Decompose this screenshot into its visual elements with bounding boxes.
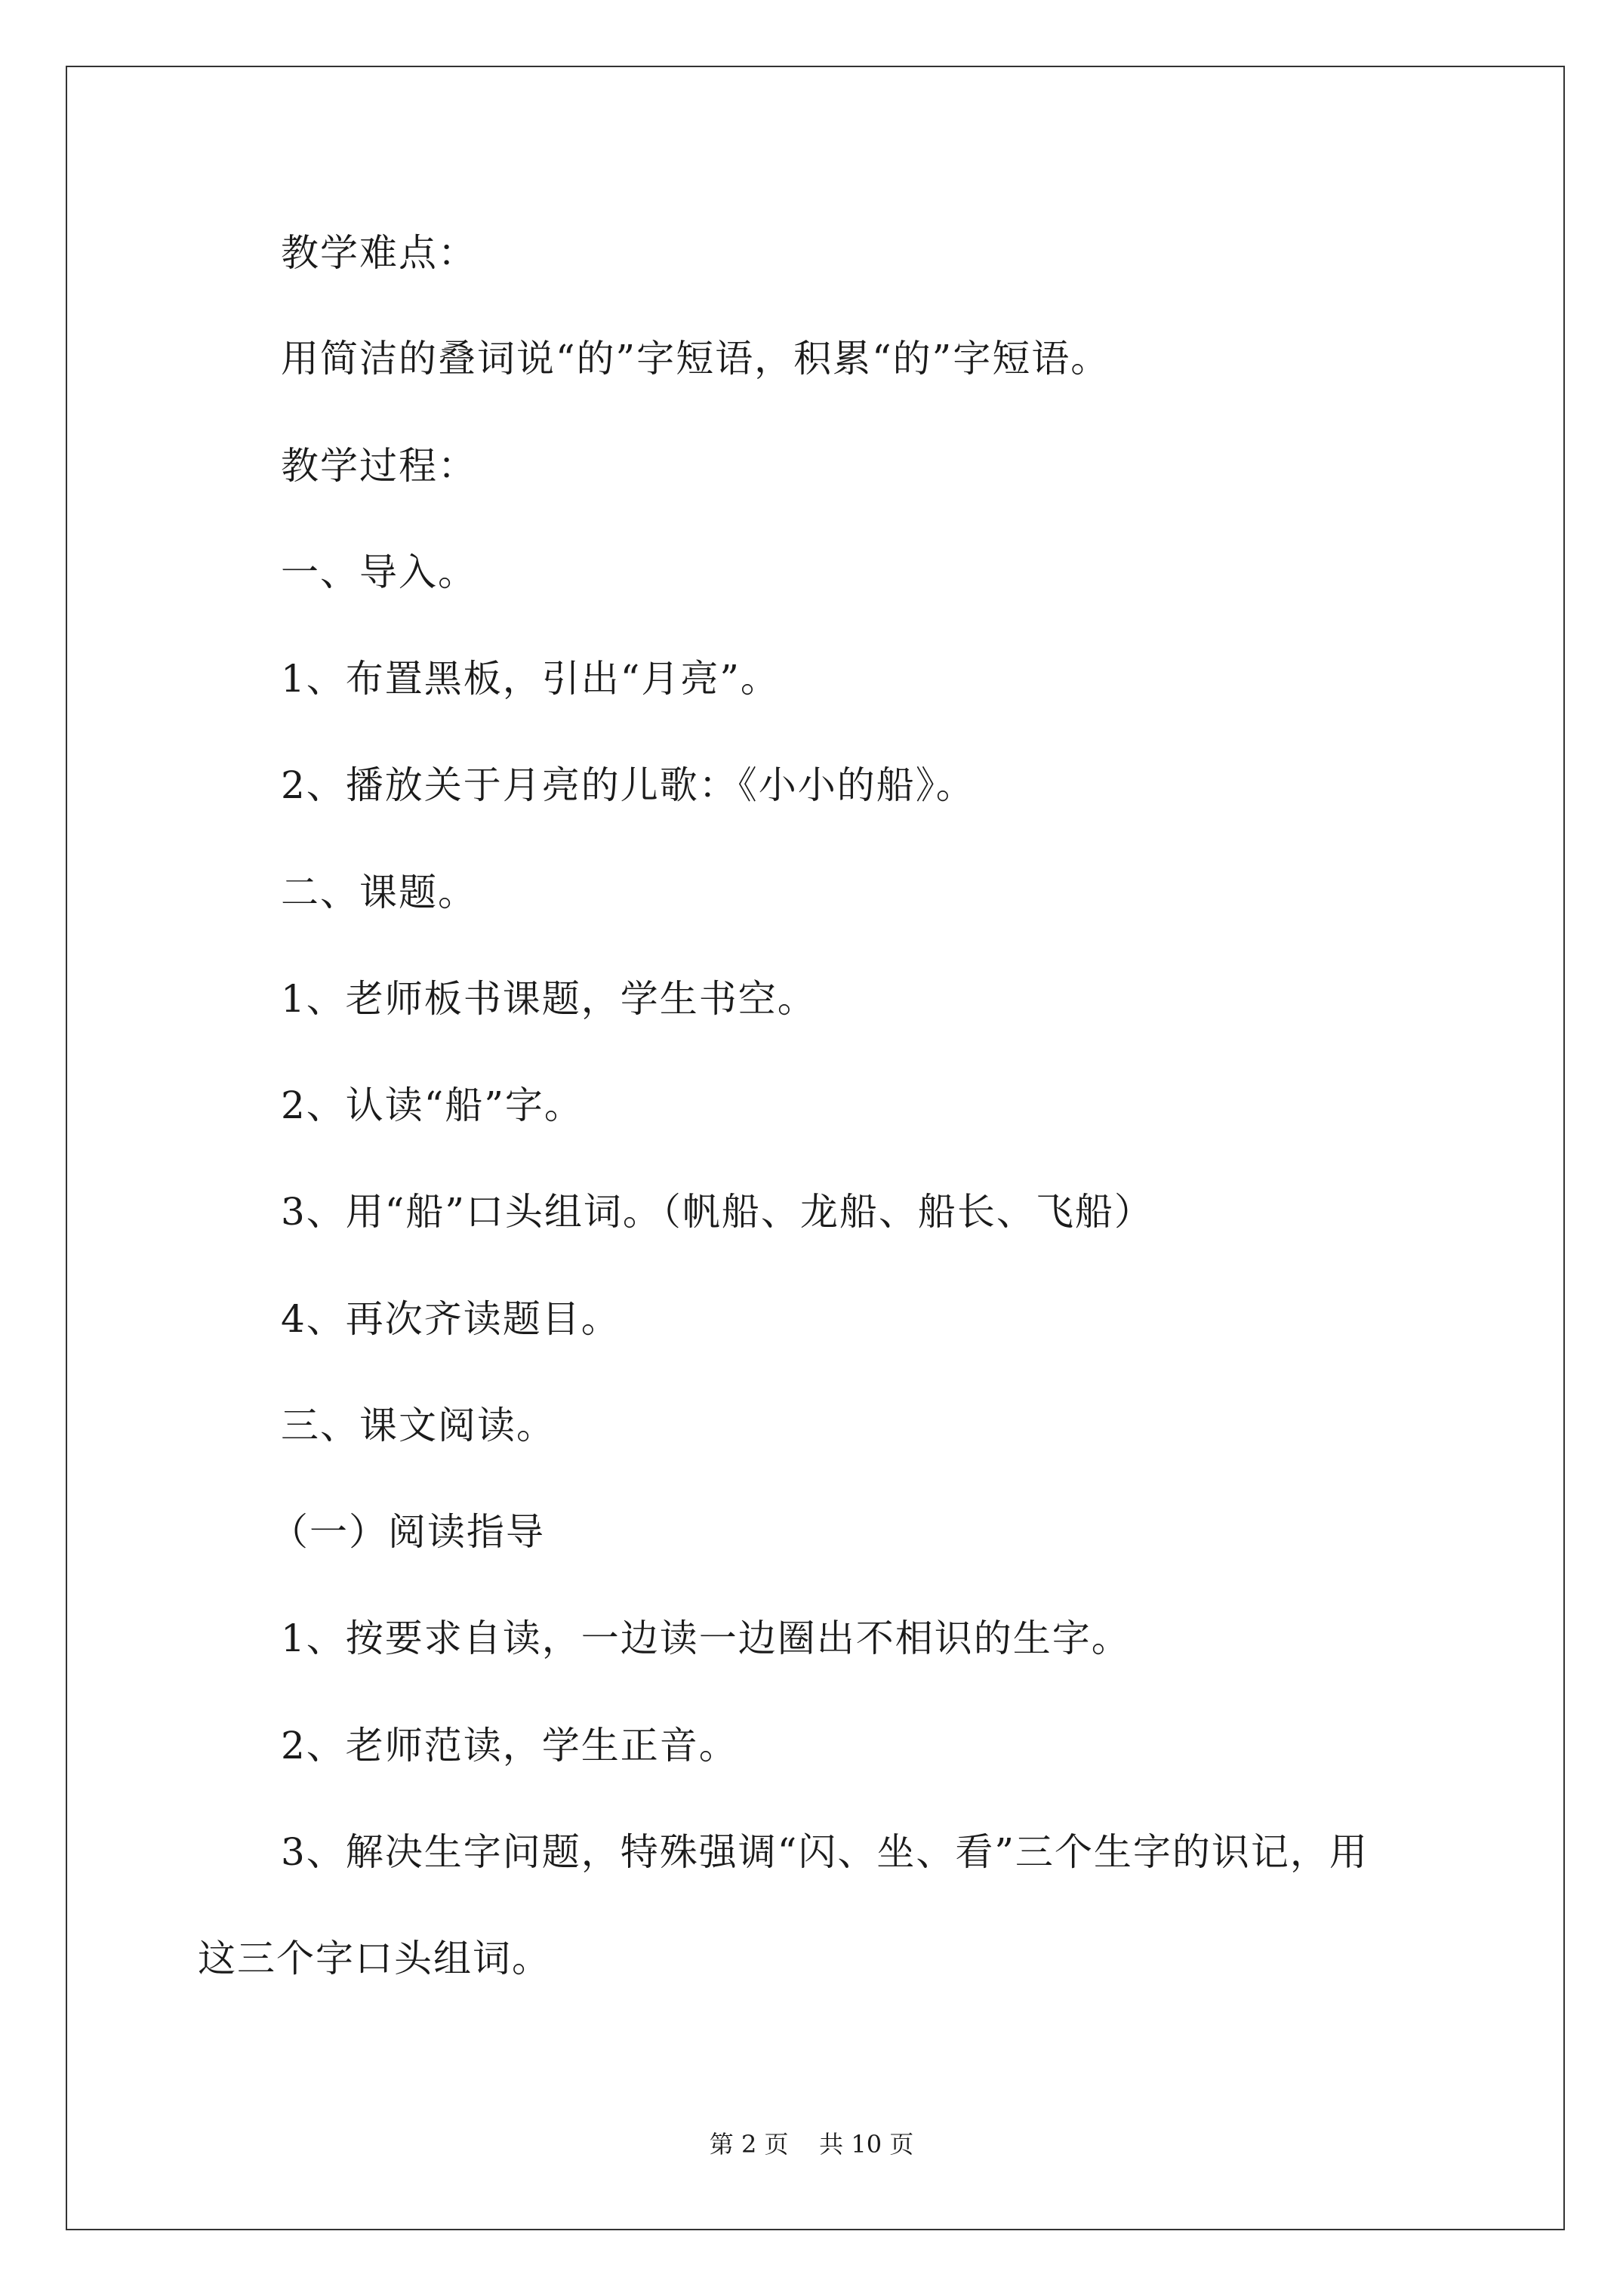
list-item: 2、老师范读，学生正音。	[281, 1724, 738, 1767]
list-item: 1、按要求自读，一边读一边圈出不相识的生字。	[281, 1616, 1131, 1660]
list-item: 1、老师板书课题，学生书空。	[281, 977, 817, 1021]
page-border	[66, 66, 1565, 2230]
list-item: 3、用“船”口头组词。（帆船、龙船、船长、飞船）	[281, 1190, 1153, 1234]
list-item: 2、播放关于月亮的儿歌：《小小的船》。	[281, 763, 975, 807]
paragraph: 用简洁的叠词说“的”字短语，积累“的”字短语。	[281, 337, 1110, 381]
list-item: 1、布置黑板，引出“月亮”。	[281, 657, 780, 701]
list-item: 2、认读“船”字。	[281, 1083, 584, 1127]
section-heading: 一、导入。	[281, 550, 477, 594]
section-heading: 二、课题。	[281, 871, 477, 914]
list-item-continuation: 这三个字口头组词。	[198, 1937, 551, 1980]
list-item: 3、解决生字问题，特殊强调“闪、坐、看”三个生字的识记，用	[281, 1830, 1369, 1874]
list-item: 4、再次齐读题目。	[281, 1297, 621, 1341]
page-number-footer: 第 2 页 共 10 页	[709, 2130, 914, 2159]
paragraph-heading-process: 教学过程：	[281, 444, 477, 488]
section-heading: 三、课文阅读。	[281, 1404, 556, 1447]
paragraph-heading-difficulty: 教学难点：	[281, 231, 477, 275]
subsection-heading: （一）阅读指导	[270, 1510, 545, 1554]
